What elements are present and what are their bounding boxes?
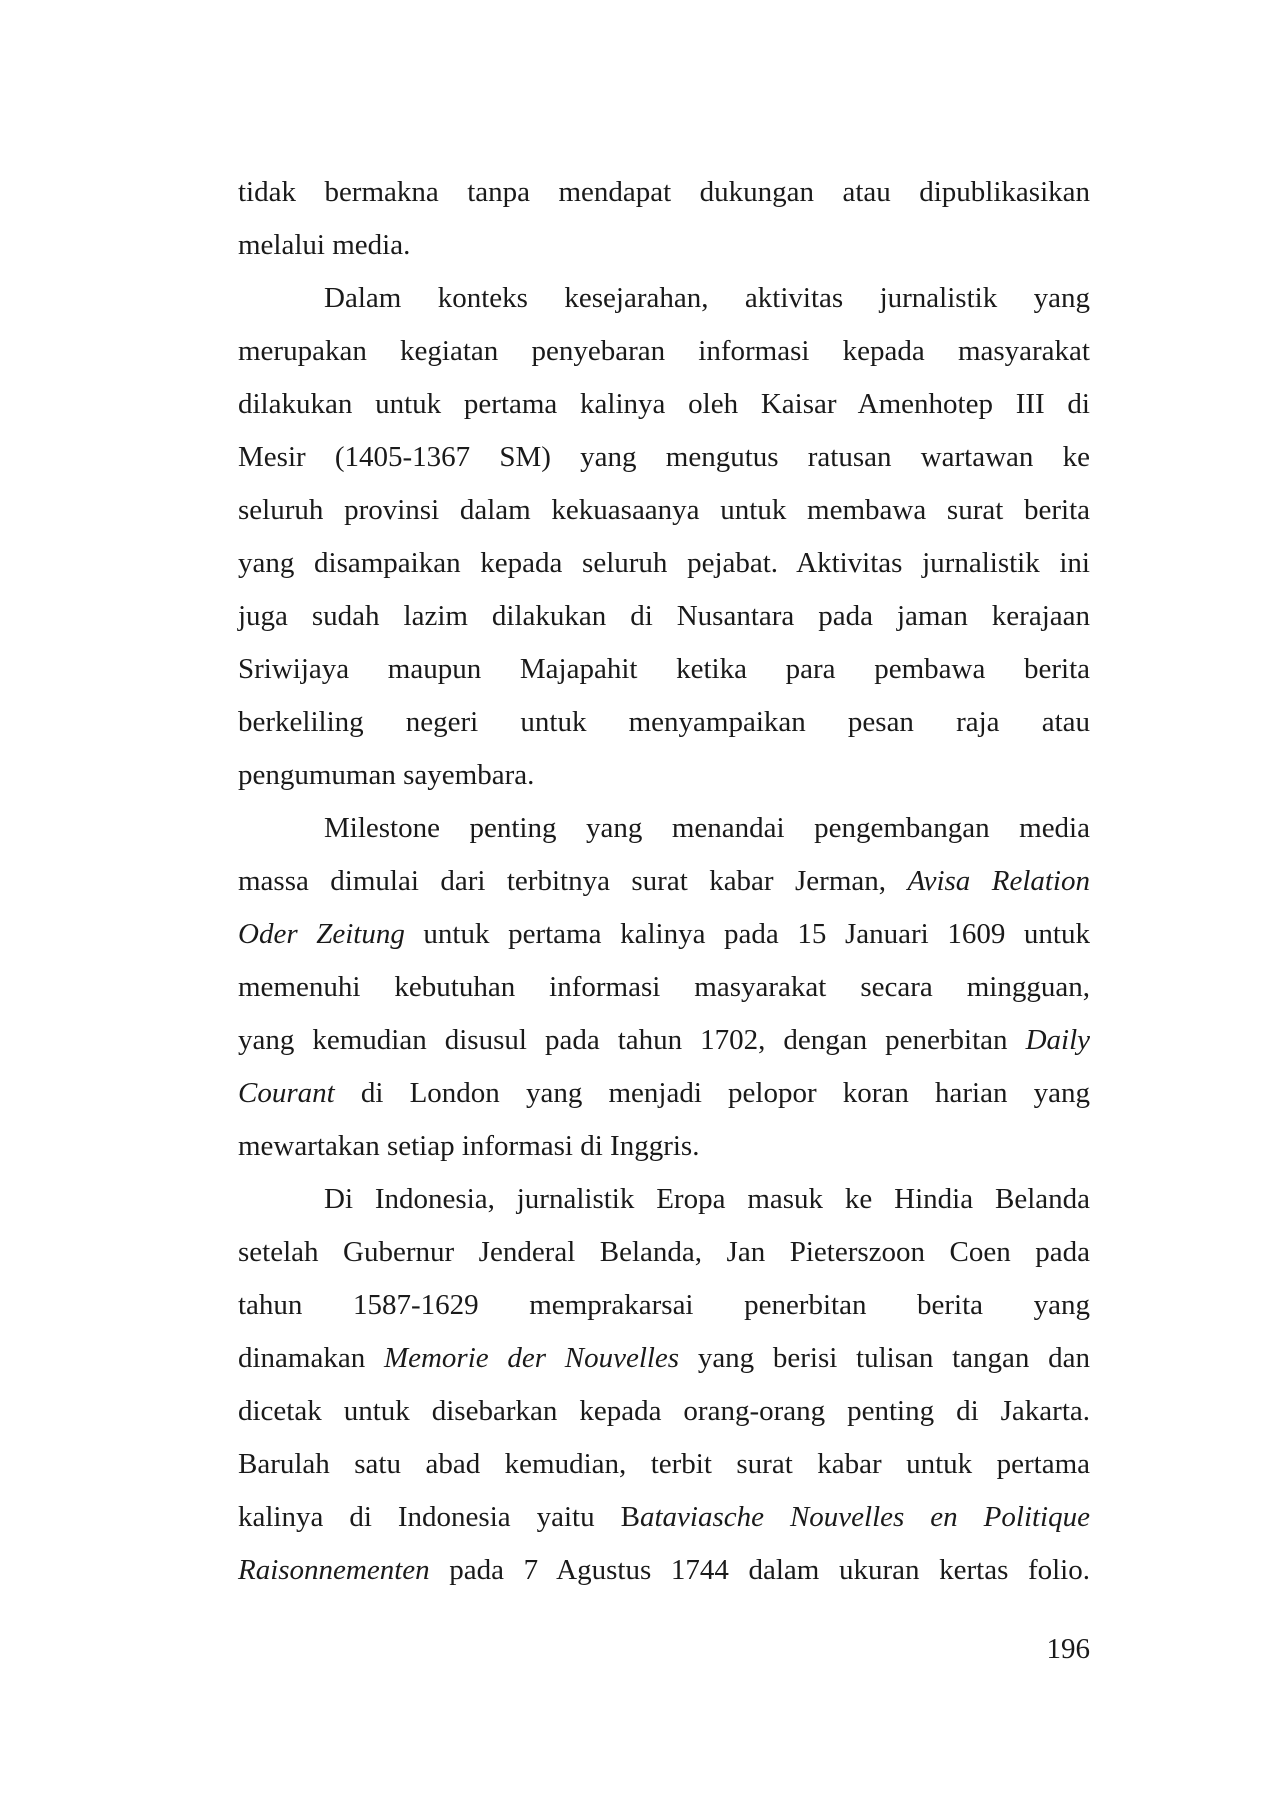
body-text: seluruh provinsi dalam kekuasaanya untuk membawa surat berita (238, 494, 1090, 526)
italic-title-text: ataviasche Nouvelles en Politique (639, 1501, 1090, 1533)
body-text: merupakan kegiatan penyebaran informasi kepada masyarakat (238, 335, 1090, 367)
text-line (238, 331, 1090, 371)
text-line (238, 596, 1090, 636)
text-line (238, 1073, 1090, 1113)
body-text: dinamakan (238, 1342, 384, 1374)
body-text: juga sudah lazim dilakukan di Nusantara pada jaman kerajaan (238, 600, 1090, 632)
italic-title-text: Courant (238, 1077, 335, 1109)
text-line (238, 967, 1090, 1007)
text-line (238, 1020, 1090, 1060)
body-text: memenuhi kebutuhan informasi masyarakat secara mingguan, (238, 971, 1090, 1003)
text-line (238, 384, 1090, 424)
text-line (238, 1285, 1090, 1325)
body-text: dilakukan untuk pertama kalinya oleh Kaisar Amenhotep III di (238, 388, 1090, 420)
text-line (238, 1126, 1090, 1166)
body-text: dicetak untuk disebarkan kepada orang-orang penting di Jakarta. (238, 1395, 1090, 1427)
italic-title-text: Daily (1025, 1024, 1090, 1056)
text-line (238, 1232, 1090, 1272)
body-text: mewartakan setiap informasi di Inggris. (238, 1130, 700, 1162)
body-text: berkeliling negeri untuk menyampaikan pesan raja atau (238, 706, 1090, 738)
body-text: massa dimulai dari terbitnya surat kabar Jerman, (238, 865, 908, 897)
text-line (238, 861, 1090, 901)
text-line (238, 914, 1090, 954)
body-text: yang kemudian disusul pada tahun 1702, dengan penerbitan (238, 1024, 1026, 1056)
body-text: Di Indonesia, jurnalistik Eropa masuk ke Hindia Belanda (324, 1183, 1090, 1215)
body-text: pada 7 Agustus 1744 dalam ukuran kertas folio. (429, 1554, 1090, 1586)
text-line (238, 172, 1090, 212)
text-line (238, 1179, 1090, 1219)
text-line (238, 649, 1090, 689)
text-line (238, 543, 1090, 583)
italic-title-text: Memorie der Nouvelles (383, 1342, 680, 1374)
body-text: melalui media. (238, 229, 411, 261)
text-line (238, 437, 1090, 477)
body-text: tahun 1587-1629 memprakarsai penerbitan berita yang (238, 1289, 1090, 1321)
body-text: untuk pertama kalinya pada 15 Januari 1609 untuk (404, 918, 1090, 950)
text-line (238, 225, 1090, 265)
body-text: Barulah satu abad kemudian, terbit surat kabar untuk pertama (238, 1448, 1090, 1480)
text-line (238, 278, 1090, 318)
italic-title-text: Avisa Relation (907, 865, 1090, 897)
body-text: Milestone penting yang menandai pengembangan media (324, 812, 1090, 844)
body-text: setelah Gubernur Jenderal Belanda, Jan Pieterszoon Coen pada (238, 1236, 1090, 1268)
text-line (238, 1550, 1090, 1590)
italic-title-text: Oder Zeitung (238, 918, 405, 950)
text-line (238, 1391, 1090, 1431)
text-line (238, 755, 1090, 795)
text-line (238, 1338, 1090, 1378)
italic-title-text: Raisonnementen (238, 1554, 430, 1586)
page-number: 196 (1046, 1633, 1090, 1665)
text-line (238, 490, 1090, 530)
body-text: Mesir (1405-1367 SM) yang mengutus ratusan wartawan ke (238, 441, 1090, 473)
body-text: Dalam konteks kesejarahan, aktivitas jurnalistik yang (324, 282, 1090, 314)
text-line (238, 702, 1090, 742)
body-text: Sriwijaya maupun Majapahit ketika para pembawa berita (238, 653, 1090, 685)
body-text: pengumuman sayembara. (238, 759, 535, 791)
text-line (238, 1444, 1090, 1484)
body-text: yang disampaikan kepada seluruh pejabat. Aktivitas jurnalistik ini (238, 547, 1090, 579)
body-text: tidak bermakna tanpa mendapat dukungan atau dipublikasikan (238, 176, 1090, 208)
text-line (238, 1497, 1090, 1537)
body-text: kalinya di Indonesia yaitu B (238, 1501, 640, 1533)
text-line (238, 808, 1090, 848)
body-text: yang berisi tulisan tangan dan (679, 1342, 1090, 1374)
body-text: di London yang menjadi pelopor koran harian yang (334, 1077, 1090, 1109)
